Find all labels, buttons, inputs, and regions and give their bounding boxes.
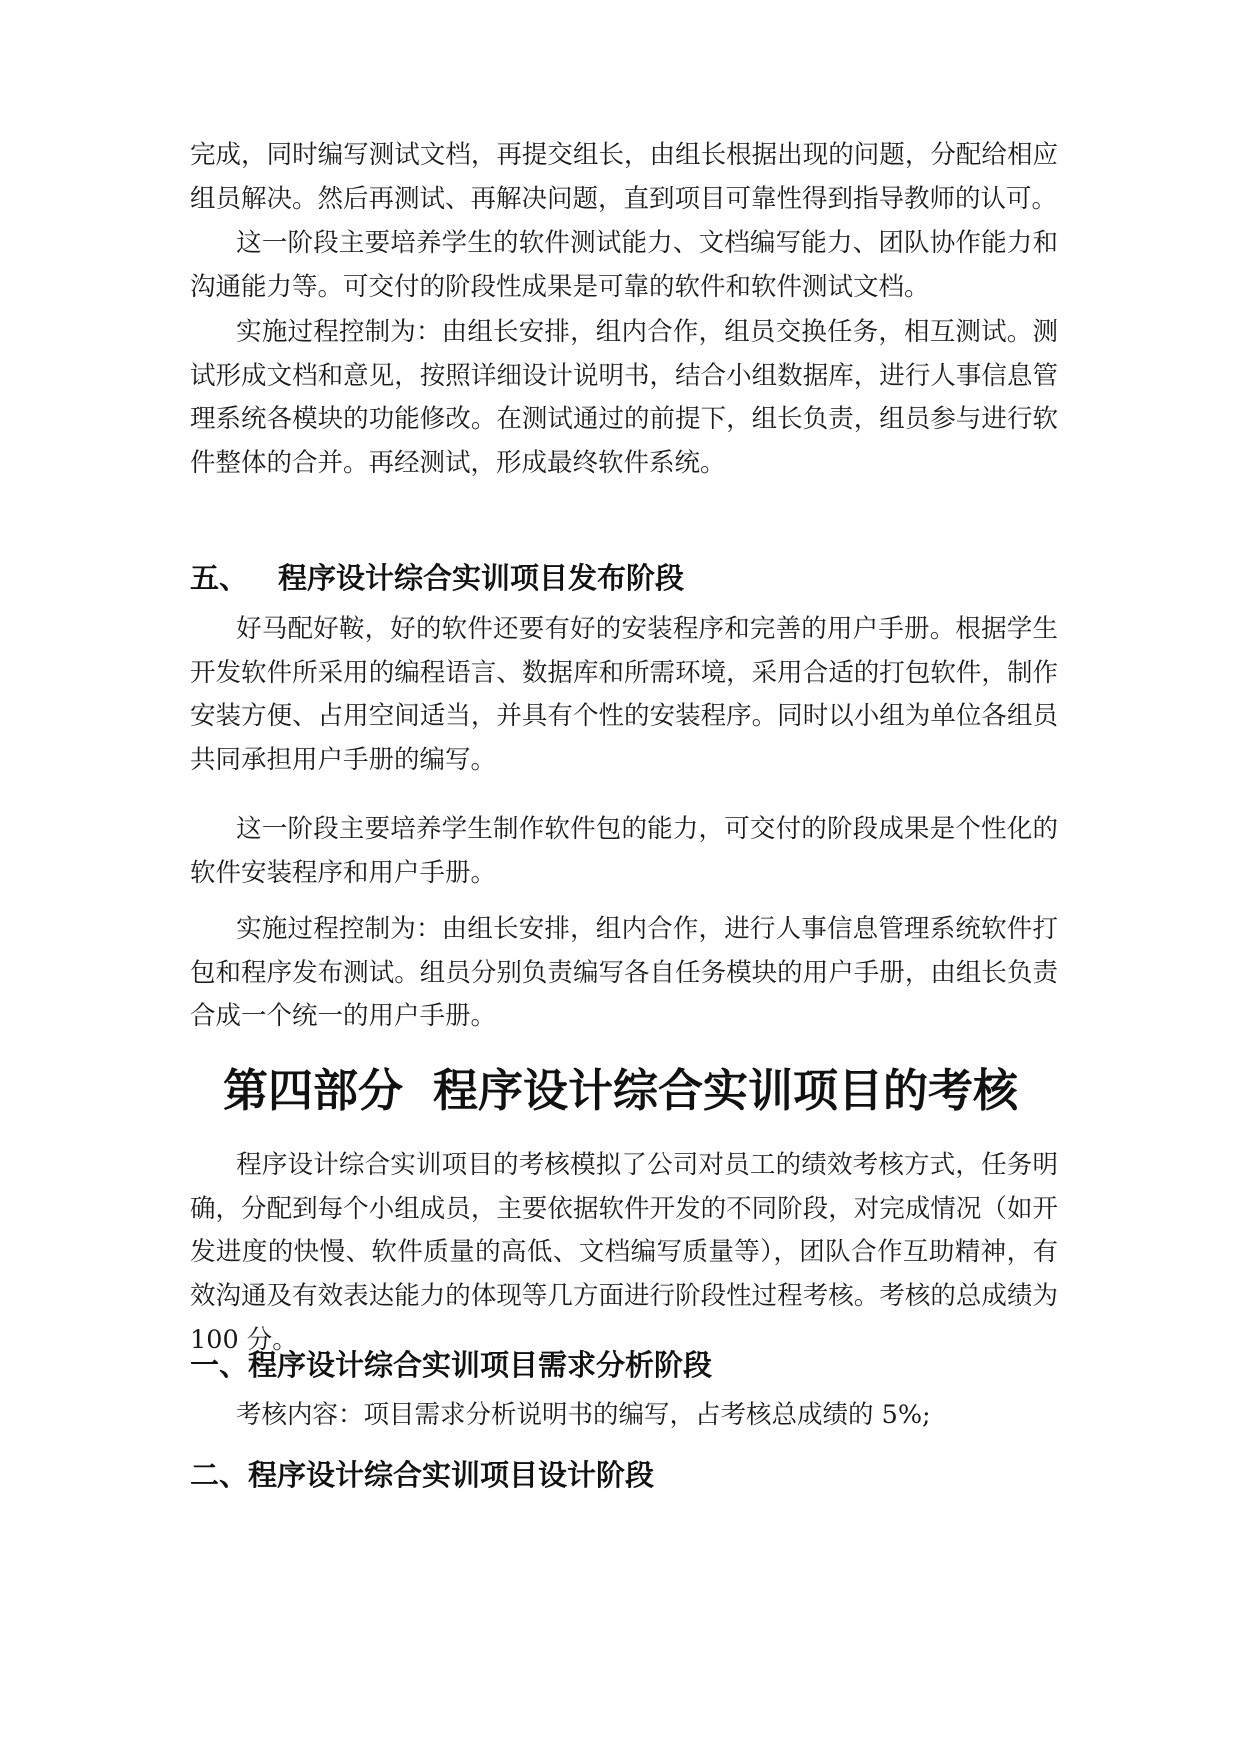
section-heading-design: 二、程序设计综合实训项目设计阶段 <box>190 1458 655 1492</box>
part-heading-assessment: 第四部分 程序设计综合实训项目的考核 <box>222 1064 1019 1117</box>
paragraph-release-intro: 好马配好鞍，好的软件还要有好的安装程序和完善的用户手册。根据学生开发软件所采用的编程语言、数据库和所需环境，采用合适的打包软件，制作安装方便、占用空间适当，并具有个性的安装程序。同时以小组为单位各组员共同承担用户手册的编写。 <box>190 614 1058 776</box>
paragraph-assessment-intro: 程序设计综合实训项目的考核模拟了公司对员工的绩效考核方式，任务明确，分配到每个小组成员，主要依据软件开发的不同阶段，对完成情况（如开发进度的快慢、软件质量的高低、文档编写质量等），团队合作互助精神，有效沟通及有效表达能力的体现等几方面进行阶段性过程考核。考核的总成绩为 100 分。 <box>190 1150 1058 1355</box>
paragraph-testing-control: 实施过程控制为：由组长安排，组内合作，组员交换任务，相互测试。测试形成文档和意见，按照详细设计说明书，结合小组数据库，进行人事信息管理系统各模块的功能修改。在测试通过的前提下，组长负责，组员参与进行软件整体的合并。再经测试，形成最终软件系统。 <box>190 317 1058 479</box>
paragraph-release-goals: 这一阶段主要培养学生制作软件包的能力，可交付的阶段成果是个性化的软件安装程序和用户手册。 <box>190 814 1058 888</box>
section-heading-release: 五、 程序设计综合实训项目发布阶段 <box>190 561 685 595</box>
paragraph-requirements-assessment: 考核内容：项目需求分析说明书的编写，占考核总成绩的 5%; <box>236 1400 931 1430</box>
paragraph-release-control: 实施过程控制为：由组长安排，组内合作，进行人事信息管理系统软件打包和程序发布测试。组员分别负责编写各自任务模块的用户手册，由组长负责合成一个统一的用户手册。 <box>190 914 1058 1032</box>
section-heading-requirements: 一、程序设计综合实训项目需求分析阶段 <box>190 1348 713 1382</box>
paragraph-testing-continued: 完成，同时编写测试文档，再提交组长，由组长根据出现的问题，分配给相应组员解决。然后再测试、再解决问题，直到项目可靠性得到指导教师的认可。 <box>190 140 1058 214</box>
paragraph-testing-goals: 这一阶段主要培养学生的软件测试能力、文档编写能力、团队协作能力和沟通能力等。可交付的阶段性成果是可靠的软件和软件测试文档。 <box>190 228 1058 302</box>
